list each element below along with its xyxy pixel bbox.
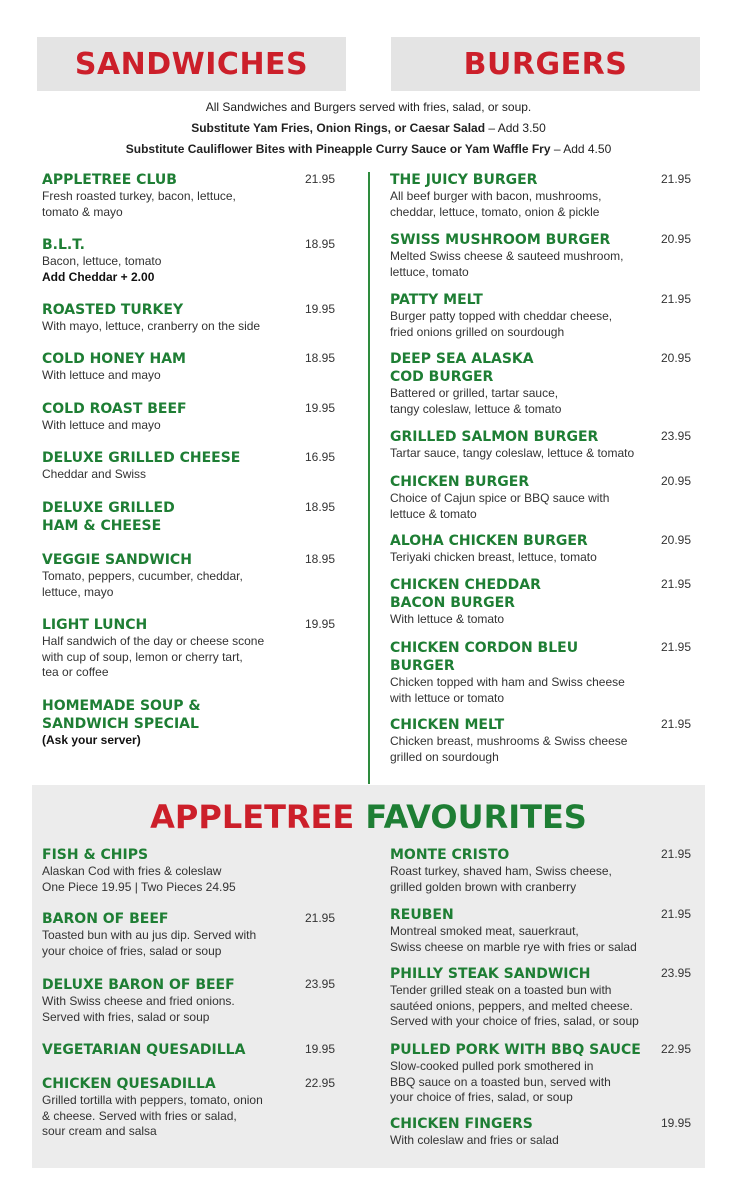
menu-item-price: 23.95: [304, 977, 335, 991]
menu-item-name: CHICKEN CHEDDAR BACON BURGER: [390, 577, 541, 611]
intro-line-2-rest: – Add 3.50: [485, 121, 546, 135]
favourites-title-part2: FAVOURITES: [354, 798, 587, 836]
menu-item-price: 23.95: [660, 429, 691, 443]
intro-line-3-rest: – Add 4.50: [550, 142, 612, 156]
menu-item-description: Roast turkey, shaved ham, Swiss cheese, grilled golden brown with cranberry: [390, 864, 612, 894]
menu-item-description: Fresh roasted turkey, bacon, lettuce, tomato & mayo: [42, 189, 236, 219]
sandwiches-header: [37, 37, 346, 91]
menu-item-price: 22.95: [304, 1076, 335, 1090]
menu-item: [390, 171, 691, 220]
menu-item-name: DELUXE GRILLED CHEESE: [42, 450, 241, 466]
menu-item-price: 23.95: [660, 966, 691, 980]
menu-item: [390, 473, 691, 522]
menu-item-price: 21.95: [660, 847, 691, 861]
menu-item-name: CHICKEN MELT: [390, 717, 505, 733]
menu-item-description: With lettuce and mayo: [42, 418, 161, 432]
menu-item: [42, 616, 335, 681]
menu-item-note: (Ask your server): [42, 733, 141, 747]
menu-item: [42, 910, 335, 959]
menu-item-description: All beef burger with bacon, mushrooms, cheddar, lettuce, tomato, onion & pickle: [390, 189, 602, 219]
menu-item-description: Choice of Cajun spice or BBQ sauce with lettuce & tomato: [390, 491, 610, 521]
favourites-title: [0, 798, 737, 836]
menu-item-description: Toasted bun with au jus dip. Served with your choice of fries, salad or soup: [42, 928, 257, 958]
menu-item-description: Slow-cooked pulled pork smothered in BBQ sauce on a toasted bun, served with your choice of fries, salad, or soup: [390, 1059, 611, 1104]
menu-item-name: MONTE CRISTO: [390, 847, 510, 863]
menu-item-name: PULLED PORK WITH BBQ SAUCE: [390, 1042, 641, 1058]
menu-item-description: Bacon, lettuce, tomato: [42, 254, 162, 268]
menu-item-description: Cheddar and Swiss: [42, 467, 147, 481]
menu-item-name: LIGHT LUNCH: [42, 617, 148, 633]
menu-item-price: 16.95: [304, 450, 335, 464]
menu-item-name: PHILLY STEAK SANDWICH: [390, 966, 591, 982]
column-divider: [368, 172, 370, 784]
menu-item-description: Chicken breast, mushrooms & Swiss cheese grilled on sourdough: [390, 734, 628, 764]
intro-line-2-bold: Substitute Yam Fries, Onion Rings, or Caesar Salad: [191, 121, 486, 135]
menu-item-description: With mayo, lettuce, cranberry on the side: [42, 319, 261, 333]
intro-line-2: [0, 121, 737, 135]
menu-item-name: B.L.T.: [42, 237, 85, 253]
menu-item-name: SWISS MUSHROOM BURGER: [390, 232, 611, 248]
menu-item-name: APPLETREE CLUB: [42, 172, 177, 188]
menu-item-price: 21.95: [304, 911, 335, 925]
menu-item-name: COLD HONEY HAM: [42, 351, 186, 367]
menu-item-price: 21.95: [660, 172, 691, 186]
menu-item-name: HOMEMADE SOUP & SANDWICH SPECIAL: [42, 698, 201, 732]
menu-item-description: Montreal smoked meat, sauerkraut, Swiss cheese on marble rye with fries or salad: [390, 924, 637, 954]
menu-item-description: Tartar sauce, tangy coleslaw, lettuce & tomato: [390, 446, 635, 460]
menu-item: [390, 1115, 691, 1149]
menu-item-description: Alaskan Cod with fries & coleslaw One Piece 19.95 | Two Pieces 24.95: [42, 864, 236, 894]
menu-item-name: DELUXE BARON OF BEEF: [42, 977, 235, 993]
menu-item-name: CHICKEN QUESADILLA: [42, 1076, 216, 1092]
menu-item-price: 20.95: [660, 351, 691, 365]
menu-item-description: With Swiss cheese and fried onions. Served with fries, salad or soup: [42, 994, 235, 1024]
menu-item: [42, 1075, 335, 1140]
menu-item-price: 22.95: [660, 1042, 691, 1056]
menu-item-description: Battered or grilled, tartar sauce, tangy coleslaw, lettuce & tomato: [390, 386, 562, 416]
menu-item-description: Teriyaki chicken breast, lettuce, tomato: [390, 550, 597, 564]
menu-item: [42, 976, 335, 1025]
menu-item-name: ROASTED TURKEY: [42, 302, 184, 318]
menu-item: [390, 576, 691, 628]
menu-item-price: 21.95: [660, 292, 691, 306]
menu-item: [42, 697, 335, 749]
menu-item-name: CHICKEN CORDON BLEU BURGER: [390, 640, 579, 674]
intro-line-3: [0, 142, 737, 156]
menu-item-name: FISH & CHIPS: [42, 847, 149, 863]
menu-item-price: 21.95: [660, 577, 691, 591]
menu-item-price: 19.95: [304, 617, 335, 631]
menu-item: [42, 499, 335, 535]
menu-item-name: THE JUICY BURGER: [390, 172, 538, 188]
menu-item-description: Half sandwich of the day or cheese scone with cup of soup, lemon or cherry tart, tea or coffee: [42, 634, 265, 679]
menu-item-name: COLD ROAST BEEF: [42, 401, 187, 417]
menu-item: [390, 291, 691, 340]
menu-item-name: CHICKEN BURGER: [390, 474, 530, 490]
menu-item-price: 20.95: [660, 533, 691, 547]
menu-item: [390, 428, 691, 462]
menu-item-price: 19.95: [304, 401, 335, 415]
burgers-title: BURGERS: [463, 46, 628, 82]
menu-item-description: Grilled tortilla with peppers, tomato, onion & cheese. Served with fries or salad, sour cream and salsa: [42, 1093, 263, 1138]
menu-item: [42, 350, 335, 384]
menu-item-price: 19.95: [660, 1116, 691, 1130]
menu-item-price: 21.95: [660, 717, 691, 731]
menu-item-name: PATTY MELT: [390, 292, 483, 308]
menu-item-name: REUBEN: [390, 907, 454, 923]
menu-item-description: With lettuce and mayo: [42, 368, 161, 382]
menu-item-price: 18.95: [304, 237, 335, 251]
menu-item-description: Tender grilled steak on a toasted bun with sautéed onions, peppers, and melted cheese. Served with your choice of fries, salad, or soup: [390, 983, 639, 1028]
menu-item: [390, 965, 691, 1030]
menu-item-price: 18.95: [304, 500, 335, 514]
menu-item-price: 19.95: [304, 302, 335, 316]
menu-item: [42, 1041, 335, 1059]
menu-item-name: ALOHA CHICKEN BURGER: [390, 533, 588, 549]
menu-item: [42, 846, 335, 895]
menu-item-description: Chicken topped with ham and Swiss cheese with lettuce or tomato: [390, 675, 625, 705]
menu-item: [390, 906, 691, 955]
menu-item-price: 20.95: [660, 474, 691, 488]
menu-item-price: 21.95: [660, 640, 691, 654]
menu-item-price: 18.95: [304, 552, 335, 566]
menu-item: [42, 171, 335, 220]
menu-item-name: VEGGIE SANDWICH: [42, 552, 192, 568]
menu-item-description: Tomato, peppers, cucumber, cheddar, lettuce, mayo: [42, 569, 243, 599]
menu-item-name: VEGETARIAN QUESADILLA: [42, 1042, 246, 1058]
menu-item: [390, 846, 691, 895]
menu-item-description: With lettuce & tomato: [390, 612, 505, 626]
menu-item: [390, 231, 691, 280]
menu-item: [42, 236, 335, 285]
menu-item: [42, 400, 335, 434]
sandwiches-title: SANDWICHES: [74, 46, 309, 82]
menu-item: [42, 551, 335, 600]
menu-item-name: CHICKEN FINGERS: [390, 1116, 533, 1132]
menu-item: [390, 1041, 691, 1106]
menu-item: [390, 532, 691, 566]
menu-item-price: 18.95: [304, 351, 335, 365]
menu-item: [390, 350, 691, 417]
favourites-title-part1: APPLETREE: [150, 798, 355, 836]
menu-item-name: BARON OF BEEF: [42, 911, 169, 927]
menu-item-price: 20.95: [660, 232, 691, 246]
menu-item-note: Add Cheddar + 2.00: [42, 269, 155, 284]
menu-item-description: Melted Swiss cheese & sauteed mushroom, lettuce, tomato: [390, 249, 624, 279]
menu-item: [390, 639, 691, 706]
menu-item-name: DEEP SEA ALASKA COD BURGER: [390, 351, 534, 385]
menu-item-name: GRILLED SALMON BURGER: [390, 429, 599, 445]
intro-line-3-bold: Substitute Cauliflower Bites with Pineapple Curry Sauce or Yam Waffle Fry: [125, 142, 551, 156]
menu-item-description: Burger patty topped with cheddar cheese, fried onions grilled on sourdough: [390, 309, 613, 339]
menu-item-price: 21.95: [304, 172, 335, 186]
intro-line-1: All Sandwiches and Burgers served with fries, salad, or soup.: [205, 100, 532, 114]
menu-item: [390, 716, 691, 765]
menu-item: [42, 449, 335, 483]
menu-item-description: With coleslaw and fries or salad: [390, 1133, 559, 1147]
burgers-header: [391, 37, 700, 91]
menu-item-name: DELUXE GRILLED HAM & CHEESE: [42, 500, 175, 534]
menu-item-price: 19.95: [304, 1042, 335, 1056]
menu-item: [42, 301, 335, 335]
menu-item-price: 21.95: [660, 907, 691, 921]
